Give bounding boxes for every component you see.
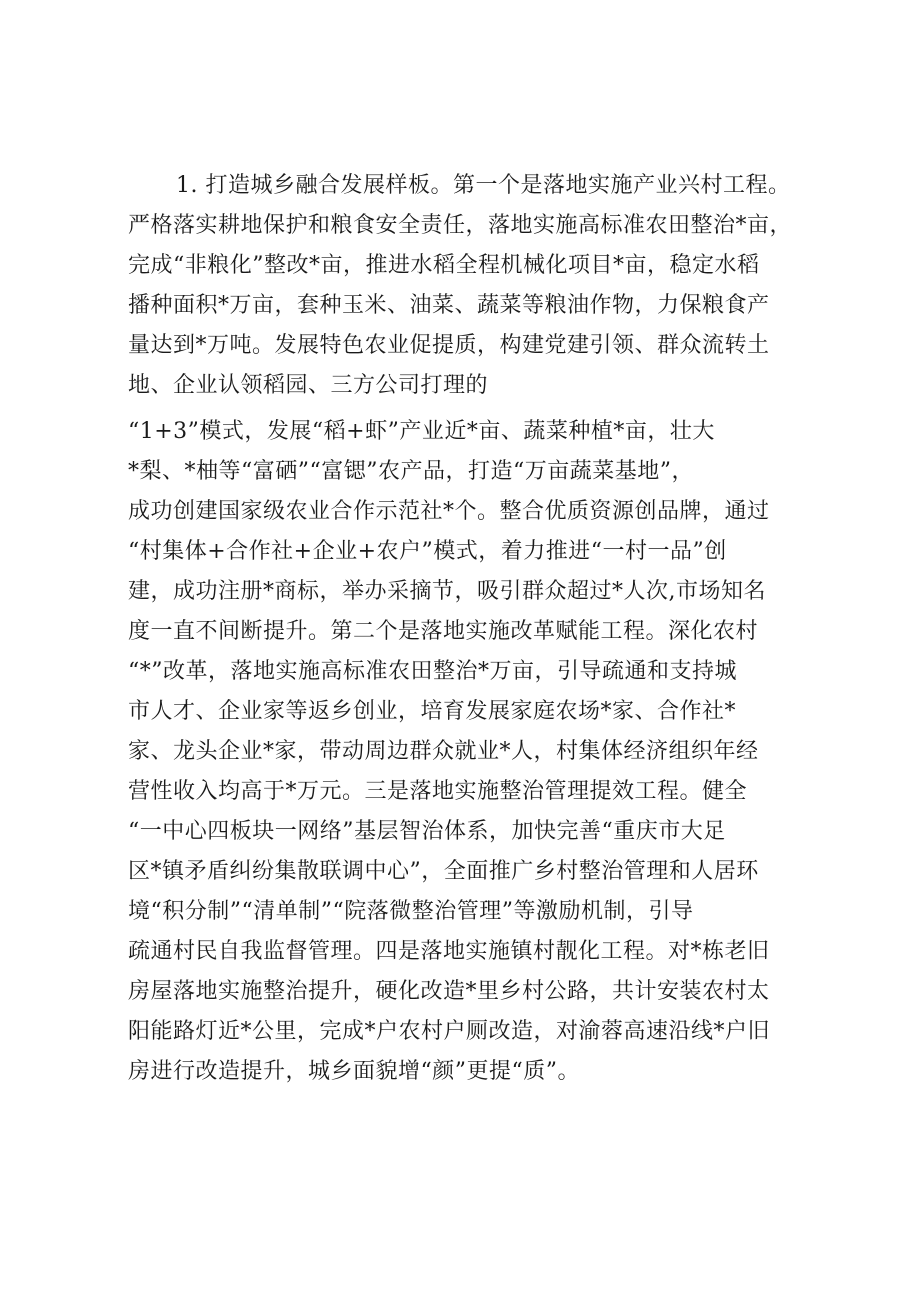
text-line: “1+3”模式，发展“稻+虾”产业近*亩、蔬菜种植*亩，壮大: [128, 419, 715, 444]
text-line: “一中心四板块一网络”基层智治体系，加快完善“重庆市大足: [128, 819, 726, 844]
text-line: 家、龙头企业*家，带动周边群众就业*人，村集体经济组织年经: [128, 739, 759, 764]
text-line: 度一直不间断提升。第二个是落地实施改革赋能工程。深化农村: [128, 619, 759, 644]
text-line: 建，成功注册*商标，举办采摘节，吸引群众超过*人次,市场知名: [128, 579, 766, 604]
text-line: 市人才、企业家等返乡创业，培育发展家庭农场*家、合作社*: [128, 699, 737, 724]
text-line: 成功创建国家级农业合作示范社*个。整合优质资源创品牌，通过: [128, 499, 770, 524]
text-line: “村集体+合作社+企业+农户”模式，着力推进“一村一品”创: [128, 539, 727, 564]
text-line: “*”改革，落地实施高标准农田整治*万亩，引导疏通和支持城: [128, 659, 737, 684]
text-line: 完成“非粮化”整改*亩，推进水稻全程机械化项目*亩，稳定水稻: [128, 253, 760, 278]
text-line: 营性收入均高于*万元。三是落地实施整治管理提效工程。健全: [128, 779, 748, 804]
text-line: 境“积分制”“清单制”“院落微整治管理”等激励机制，引导: [128, 899, 694, 924]
text-line: 房进行改造提升，城乡面貌增“颜”更提“质”。: [128, 1059, 580, 1084]
text-line: 区*镇矛盾纠纷集散联调中心”，全面推广乡村整治管理和人居环: [128, 859, 759, 884]
text-line: 严格落实耕地保护和粮食安全责任，落地实施高标准农田整治*亩，: [128, 213, 793, 238]
text-line: 地、企业认领稻园、三方公司打理的: [128, 373, 489, 398]
text-line: 疏通村民自我监督管理。四是落地实施镇村靓化工程。对*栋老旧: [128, 939, 770, 964]
text-line: 量达到*万吨。发展特色农业促提质，构建党建引领、群众流转土: [128, 333, 770, 358]
body-paragraph: [128, 166, 848, 1092]
text-line: 房屋落地实施整治提升，硬化改造*里乡村公路，共计安装农村太: [128, 979, 770, 1004]
text-line: 阳能路灯近*公里，完成*户农村户厕改造，对渝蓉高速沿线*户旧: [128, 1019, 771, 1044]
text-line: *梨、*柚等“富硒”“富锶”农产品，打造“万亩蔬菜基地”，: [128, 459, 694, 484]
text-line: 1. 打造城乡融合发展样板。第一个是落地实施产业兴村工程。: [176, 173, 791, 198]
text-line: 播种面积*万亩，套种玉米、油菜、蔬菜等粮油作物，力保粮食产: [128, 293, 770, 318]
